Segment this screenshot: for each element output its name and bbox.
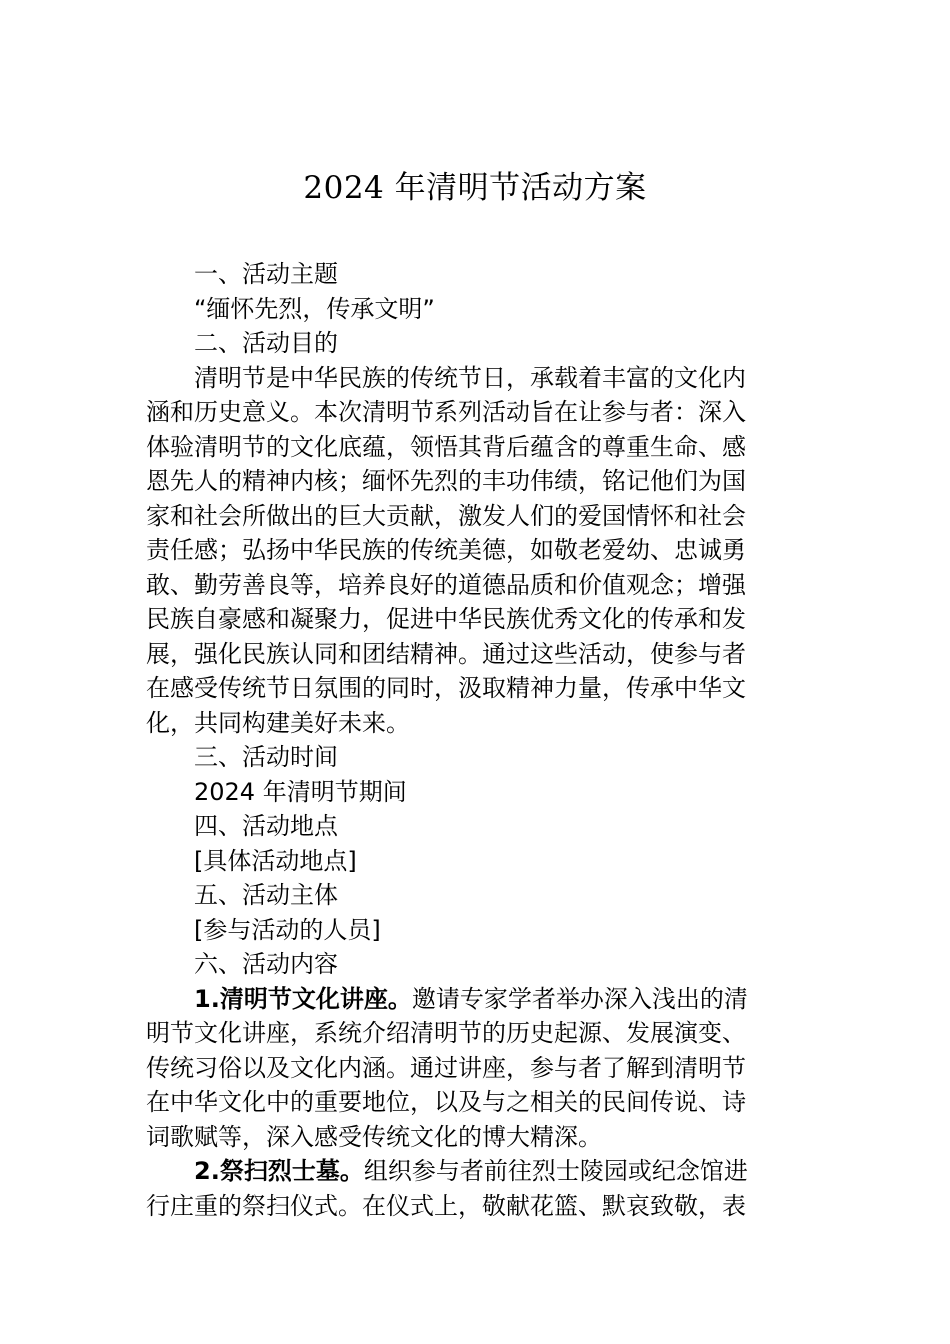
section-body-participants: [参与活动的人员] [194, 915, 381, 944]
purpose-line: 家和社会所做出的巨大贡献，激发人们的爱国情怀和社会 [146, 501, 746, 530]
lecture-first-text: 邀请专家学者举办深入浅出的清 [411, 984, 748, 1013]
tomb-line: 行庄重的祭扫仪式。在仪式上，敬献花篮、默哀致敬，表 [146, 1191, 746, 1220]
tomb-first-text: 组织参与者前往烈士陵园或纪念馆进 [363, 1157, 748, 1185]
content-item-tomb-sweeping [146, 1154, 806, 1223]
tomb-lead: 2.祭扫烈士墓。 [194, 1157, 364, 1185]
lecture-line: 传统习俗以及文化内涵。通过讲座，参与者了解到清明节 [146, 1053, 746, 1082]
section-body-time: 2024 年清明节期间 [194, 777, 407, 806]
purpose-line: 在感受传统节日氛围的同时，汲取精神力量，传承中华文 [146, 674, 746, 702]
purpose-line: 展，强化民族认同和团结精神。通过这些活动，使参与者 [146, 639, 746, 668]
lecture-lead: 1.清明节文化讲座。 [194, 984, 412, 1013]
section-heading-theme: 一、活动主题 [194, 260, 338, 288]
purpose-line: 敢、勤劳善良等，培养良好的道德品质和价值观念；增强 [146, 570, 746, 599]
section-body-location: [具体活动地点] [194, 846, 357, 875]
document-title: 2024 年清明节活动方案 [303, 170, 647, 206]
section-heading-purpose: 二、活动目的 [194, 329, 338, 357]
document-body [146, 257, 806, 1223]
section-body-purpose [146, 361, 806, 741]
content-item-lecture [146, 982, 806, 1155]
purpose-line: 清明节是中华民族的传统节日，承载着丰富的文化内 [194, 363, 746, 392]
lecture-first-line [146, 982, 806, 1017]
lecture-line: 明节文化讲座，系统介绍清明节的历史起源、发展演变、 [146, 1019, 746, 1047]
purpose-line: 民族自豪感和凝聚力，促进中华民族优秀文化的传承和发 [146, 605, 746, 633]
section-heading-content: 六、活动内容 [194, 950, 338, 978]
purpose-line: 化，共同构建美好未来。 [146, 708, 410, 737]
purpose-line: 责任感；弘扬中华民族的传统美德，如敬老爱幼、忠诚勇 [146, 536, 746, 564]
purpose-line: 涵和历史意义。本次清明节系列活动旨在让参与者：深入 [146, 398, 746, 426]
tomb-first-line [146, 1154, 806, 1189]
section-heading-participants: 五、活动主体 [194, 881, 338, 909]
section-heading-location: 四、活动地点 [194, 812, 338, 840]
purpose-line: 恩先人的精神内核；缅怀先烈的丰功伟绩，铭记他们为国 [146, 467, 746, 495]
lecture-line: 在中华文化中的重要地位，以及与之相关的民间传说、诗 [146, 1088, 746, 1116]
section-heading-time: 三、活动时间 [194, 743, 338, 771]
lecture-line: 词歌赋等，深入感受传统文化的博大精深。 [146, 1122, 602, 1151]
purpose-line: 体验清明节的文化底蕴，领悟其背后蕴含的尊重生命、感 [146, 432, 746, 461]
section-body-theme: “缅怀先烈，传承文明” [194, 294, 435, 323]
